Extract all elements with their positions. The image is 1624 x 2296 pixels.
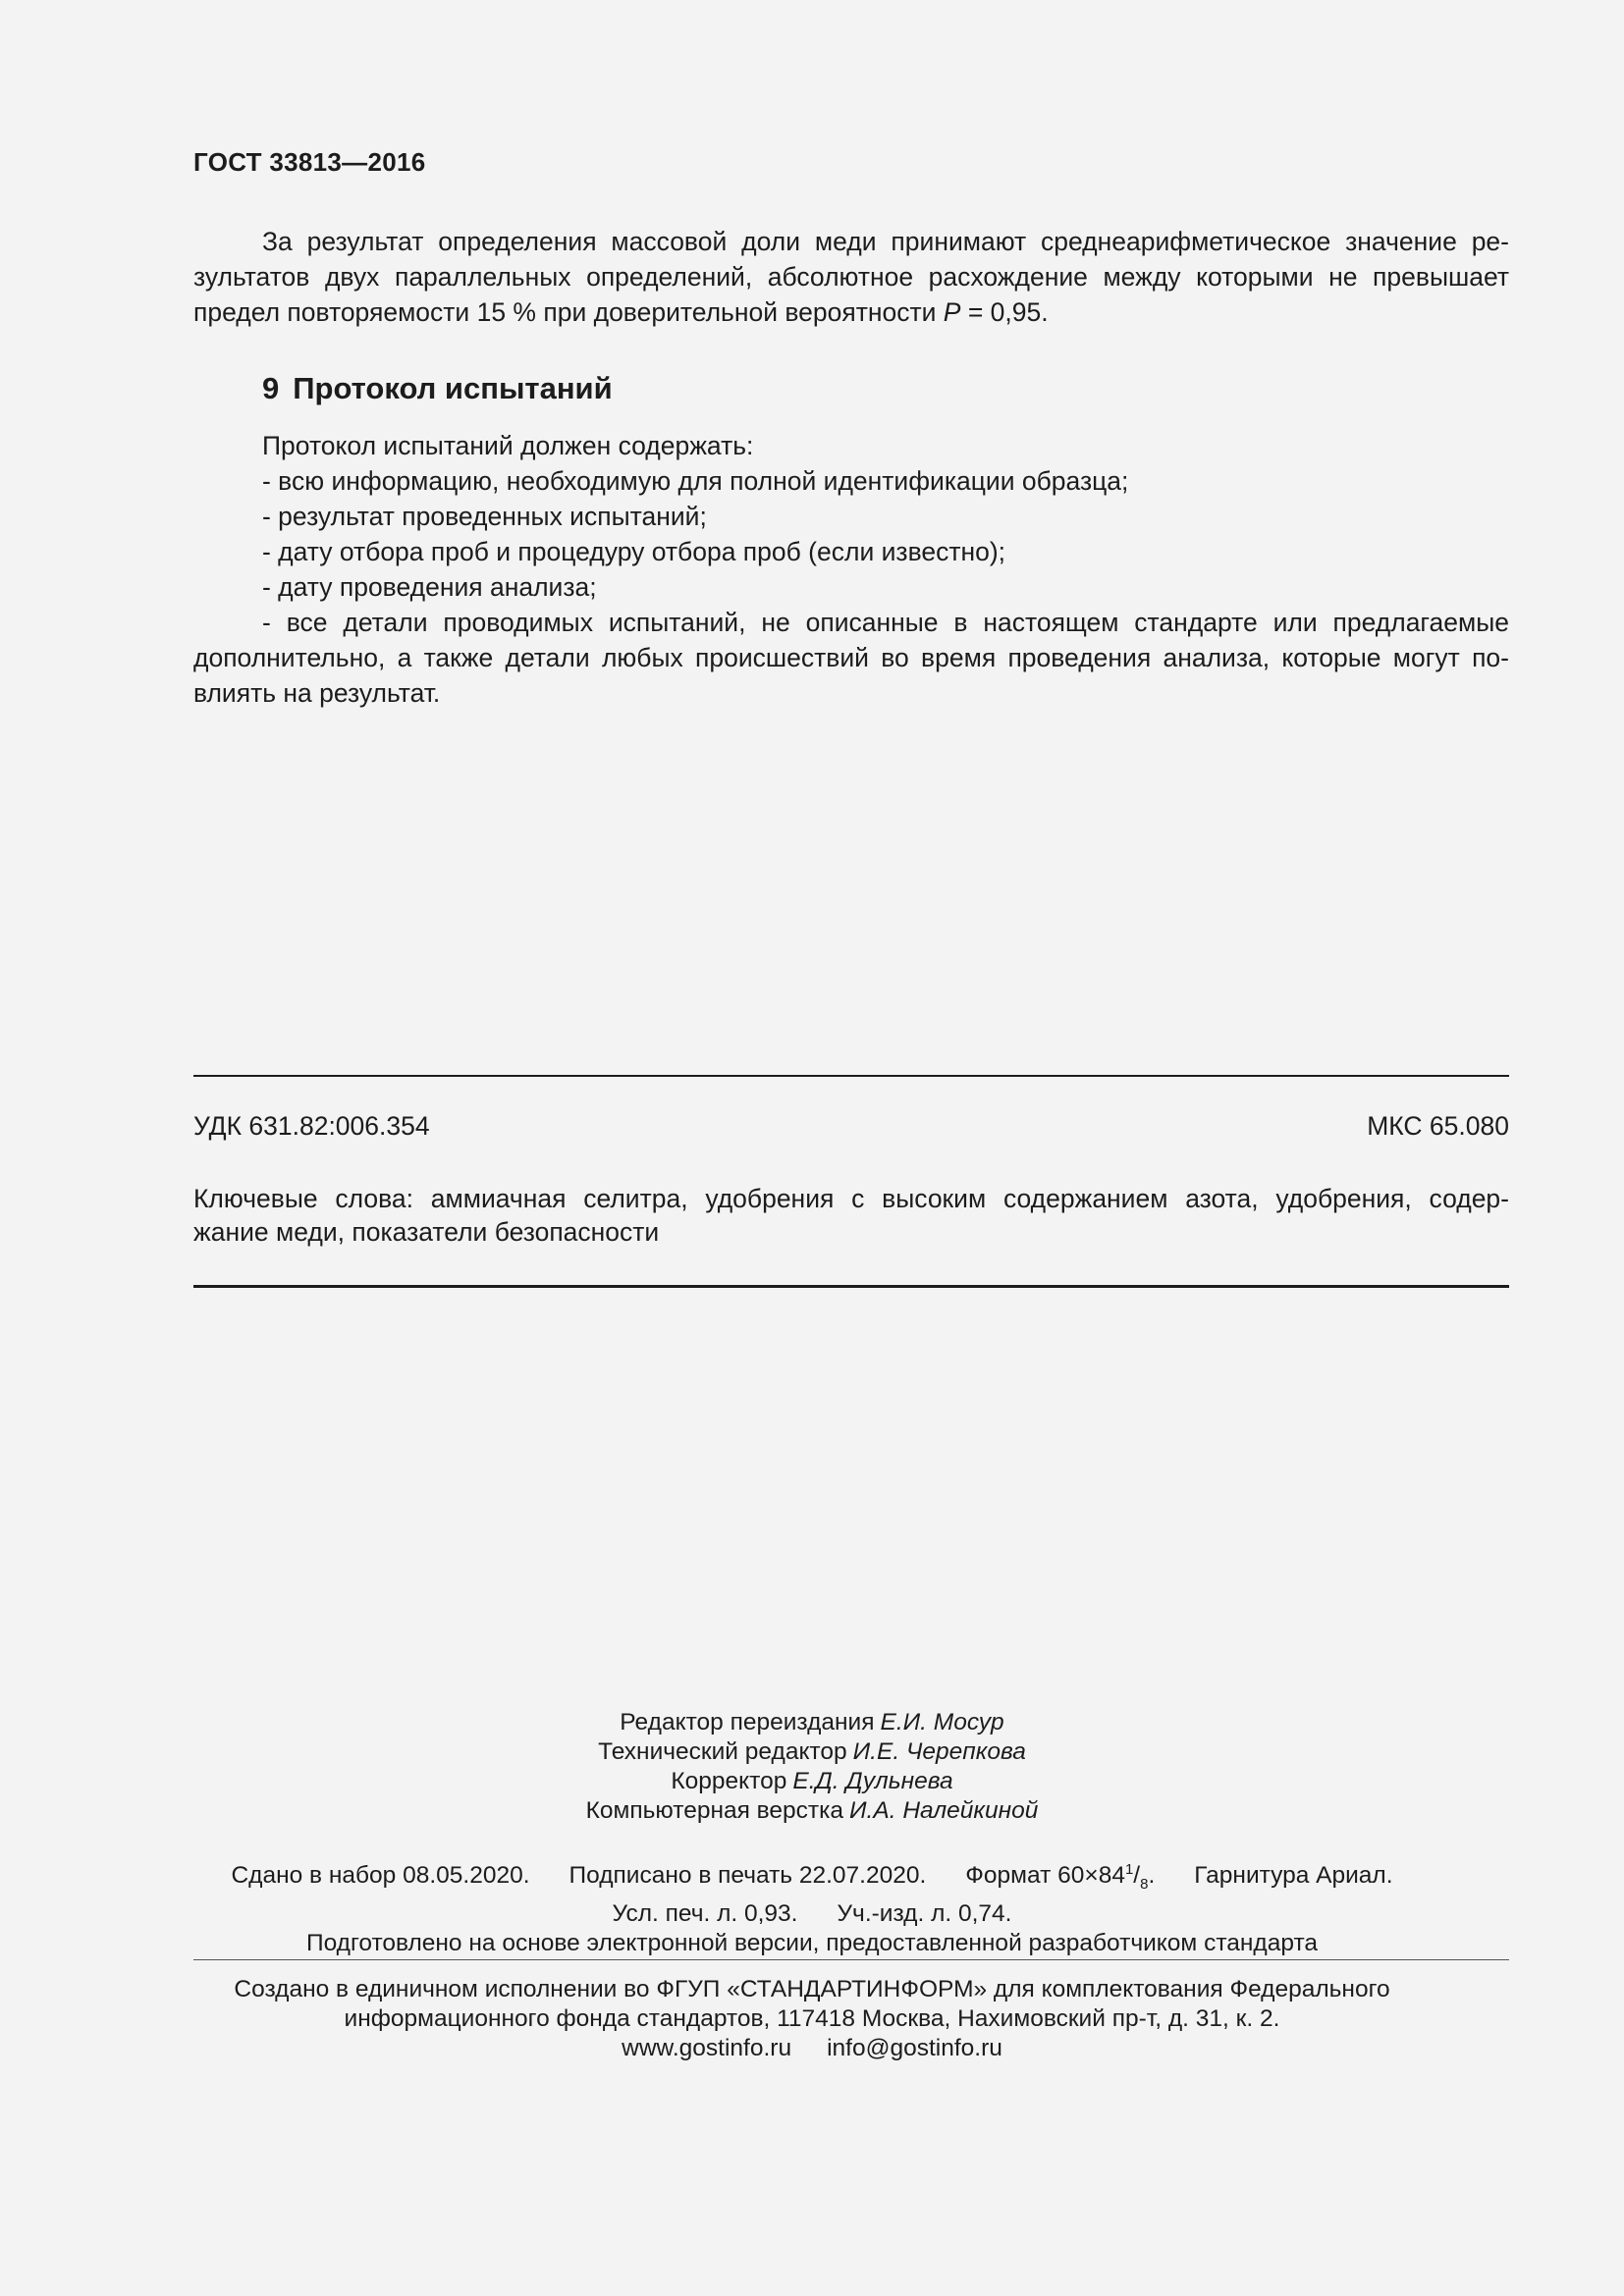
credit-row <box>0 1767 1624 1796</box>
list-item-continuation: дополнительно, а также детали любых происшествий во время проведения анализа, которые могут по- <box>193 643 1509 672</box>
probability-value: = 0,95. <box>960 297 1049 327</box>
typeface: Гарнитура Ариал. <box>1194 1862 1393 1889</box>
credit-name: И.Е. Черепкова <box>852 1738 1026 1765</box>
publication-sheets: Уч.-изд. л. 0,74. <box>837 1900 1012 1927</box>
footer-divider <box>193 1959 1509 1960</box>
credits-block <box>0 1708 1624 1826</box>
credit-row <box>0 1796 1624 1826</box>
imprint-row <box>0 1855 1624 1899</box>
print-sheets: Усл. печ. л. 0,93. <box>612 1900 798 1927</box>
publisher-footer <box>0 1975 1624 2063</box>
keywords-line: жание меди, показатели безопасности <box>193 1217 660 1247</box>
doc-code-header: ГОСТ 33813—2016 <box>193 147 426 177</box>
imprint-block <box>0 1855 1624 1958</box>
credit-name: Е.Д. Дульнева <box>792 1768 953 1794</box>
probability-variable: P <box>943 297 961 327</box>
credit-role: Редактор переиздания <box>620 1709 875 1735</box>
paragraph-line: За результат определения массовой доли меди принимают среднеарифметическое значение ре- <box>262 227 1509 256</box>
paragraph-line: зультатов двух параллельных определений, абсолютное расхождение между которыми не превышает <box>193 262 1509 292</box>
credit-name: И.А. Налейкиной <box>849 1797 1039 1824</box>
list-item: - дату проведения анализа; <box>262 572 597 602</box>
divider-bottom <box>193 1285 1509 1288</box>
email-link[interactable]: info@gostinfo.ru <box>827 2035 1002 2061</box>
prepared-note: Подготовлено на основе электронной версии, предоставленной разработчиком стандарта <box>305 1930 1319 1956</box>
section-number: 9 <box>262 371 280 405</box>
protocol-list <box>193 428 1509 711</box>
footer-contacts <box>0 2034 1624 2063</box>
credit-role: Технический редактор <box>598 1738 847 1765</box>
signed-date: Подписано в печать 22.07.2020. <box>568 1862 927 1889</box>
imprint-row <box>0 1899 1624 1929</box>
udk-code: УДК 631.82:006.354 <box>193 1111 430 1141</box>
divider-top <box>193 1075 1509 1077</box>
credit-row <box>0 1708 1624 1737</box>
result-paragraph <box>193 224 1509 330</box>
section-heading <box>262 371 613 406</box>
list-item: - дату отбора проб и процедуру отбора проб (если известно); <box>262 537 1006 566</box>
submitted-date: Сдано в набор 08.05.2020. <box>231 1862 530 1889</box>
credit-role: Компьютерная верстка <box>585 1797 844 1824</box>
footer-line: информационного фонда стандартов, 117418 Москва, Нахимовский пр-т, д. 31, к. 2. <box>344 2005 1280 2032</box>
list-item: - все детали проводимых испытаний, не описанные в настоящем стандарте или предлагаемые <box>262 608 1509 637</box>
credit-name: Е.И. Мосур <box>880 1709 1004 1735</box>
list-intro: Протокол испытаний должен содержать: <box>262 431 754 460</box>
credit-row <box>0 1737 1624 1767</box>
keywords <box>193 1182 1509 1249</box>
footer-line: Создано в единичном исполнении во ФГУП «СТАНДАРТИНФОРМ» для комплектования Федерального <box>234 1976 1390 2002</box>
paragraph-text: предел повторяемости 15 % при доверительной вероятности <box>193 297 937 327</box>
keywords-line: Ключевые слова: аммиачная селитра, удобрения с высоким содержанием азота, удобрения, содер- <box>193 1184 1509 1213</box>
print-format: Формат $60\times 84^1/_8$. <box>965 1861 1156 1893</box>
section-title: Протокол испытаний <box>293 371 613 405</box>
credit-role: Корректор <box>671 1768 787 1794</box>
list-item-continuation: влиять на результат. <box>193 678 441 708</box>
list-item: - результат проведенных испытаний; <box>262 502 707 531</box>
website-link[interactable]: www.gostinfo.ru <box>622 2035 792 2061</box>
list-item: - всю информацию, необходимую для полной идентификации образца; <box>262 466 1129 496</box>
mks-code: МКС 65.080 <box>1367 1111 1509 1141</box>
paragraph-line <box>193 294 1509 330</box>
